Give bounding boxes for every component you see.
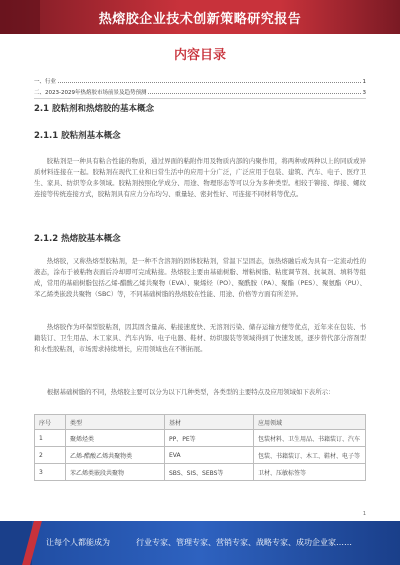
- paragraph-adhesive-concept: 胶粘剂是一种具有粘合性能的物质，通过界面的粘附作用及物质内部的内聚作用，将两种或两种以上的同质或异质材料连接在一起。胶粘剂在现代工业和日常生活中的应用十分广泛，广泛应用于包装、建筑、汽车、电子、医疗卫生、家具、纺织等众多领域。胶粘剂按照化学成分、用途、物理形态等可以分为多种类型。相较于铆接、焊接、螺纹连接等传统连接方式，胶粘剂具有应力分布均匀、重量轻、密封性好、可连接不同材料等优点。: [34, 157, 366, 198]
- table-cell: PP、PE等: [165, 430, 254, 447]
- toc-item[interactable]: [34, 74, 366, 85]
- footer-slogan: 让每个人都能成为: [46, 538, 110, 547]
- header-bar: [0, 0, 400, 34]
- table-cell: 乙烯-醋酸乙烯共聚物类: [66, 447, 165, 464]
- table-row: [35, 430, 366, 447]
- toc-item-label: 一、行业: [34, 79, 57, 85]
- table-header-cell: 应用领域: [254, 415, 366, 430]
- table-cell: SBS、SIS、SEBS等: [165, 464, 254, 481]
- toc-leader-dots: [148, 93, 360, 94]
- paragraph-table-intro: 根据基础树脂的不同，热熔胶主要可以分为以下几种类型，各类型的主要特点及应用领域如下表所示：: [46, 388, 335, 396]
- section-heading-2-1-2: 2.1.2 热熔胶基本概念: [34, 234, 121, 244]
- table-cell: 包装材料、卫生用品、书籍装订、汽车: [254, 430, 366, 447]
- section-heading-2-1-1: 2.1.1 胶粘剂基本概念: [34, 131, 121, 141]
- table-cell: 卫材、压敏标签等: [254, 464, 366, 481]
- table-header-row: [35, 415, 366, 430]
- table-header-cell: 类型: [66, 415, 165, 430]
- table-of-contents: [34, 74, 366, 96]
- table-header-cell: 基材: [165, 415, 254, 430]
- section-heading-2-1: 2.1 胶粘剂和热熔胶的基本概念: [34, 104, 155, 114]
- toc-item-page: 3: [362, 90, 366, 96]
- table-cell: 聚烯烃类: [66, 430, 165, 447]
- paragraph-hotmelt-advantages: 热熔胶作为环保型胶粘剂，因其固含量高、粘接速度快、无溶剂污染、储存运输方便等优点，近年来在包装、书籍装订、卫生用品、木工家具、汽车内饰、电子电器、鞋材、纺织服装等领域得到了快速发展，逐步替代部分溶剂型和水性胶粘剂，市场需求持续增长，应用领域也在不断拓展。: [34, 323, 366, 353]
- report-title: 热熔胶企业技术创新策略研究报告: [98, 12, 302, 27]
- toc-item-label: 二、2023-2029年热熔胶市场前景及趋势预测: [34, 90, 147, 96]
- toc-leader-dots: [58, 82, 360, 83]
- table-cell: 2: [35, 447, 66, 464]
- page-number: 1: [362, 511, 366, 517]
- table-cell: 3: [35, 464, 66, 481]
- table-cell: 苯乙烯类嵌段共聚物: [66, 464, 165, 481]
- paragraph-hotmelt-concept: 热熔胶，又称热熔型胶粘剂，是一种不含溶剂的固体胶粘剂，常温下呈固态，加热熔融后成为具有一定流动性的液态，涂布于被粘物表面后冷却即可完成粘接。热熔胶主要由基础树脂、增粘树脂、粘度调节剂、抗氧剂、填料等组成，常用的基础树脂包括乙烯-醋酸乙烯共聚物（EVA）、聚烯烃（PO）、聚酰胺（PA）、聚酯（PES）、聚氨酯（PU）、苯乙烯类嵌段共聚物（SBC）等，不同基础树脂的热熔胶在性能、用途、价格等方面有所差异。: [34, 257, 366, 298]
- table-cell: EVA: [165, 447, 254, 464]
- toc-divider: [34, 98, 366, 99]
- toc-item-page: 1: [362, 79, 366, 85]
- table-cell: 1: [35, 430, 66, 447]
- hotmelt-types-table: [34, 414, 366, 481]
- table-header-cell: 序号: [35, 415, 66, 430]
- toc-title: 内容目录: [173, 48, 226, 63]
- toc-item[interactable]: [34, 85, 366, 96]
- footer-bar: [0, 521, 400, 565]
- table-row: [35, 464, 366, 481]
- table-cell: 包装、书籍装订、木工、鞋材、电子等: [254, 447, 366, 464]
- footer-roles: 行业专家、管理专家、营销专家、战略专家、成功企业家……: [136, 538, 352, 547]
- table-row: [35, 447, 366, 464]
